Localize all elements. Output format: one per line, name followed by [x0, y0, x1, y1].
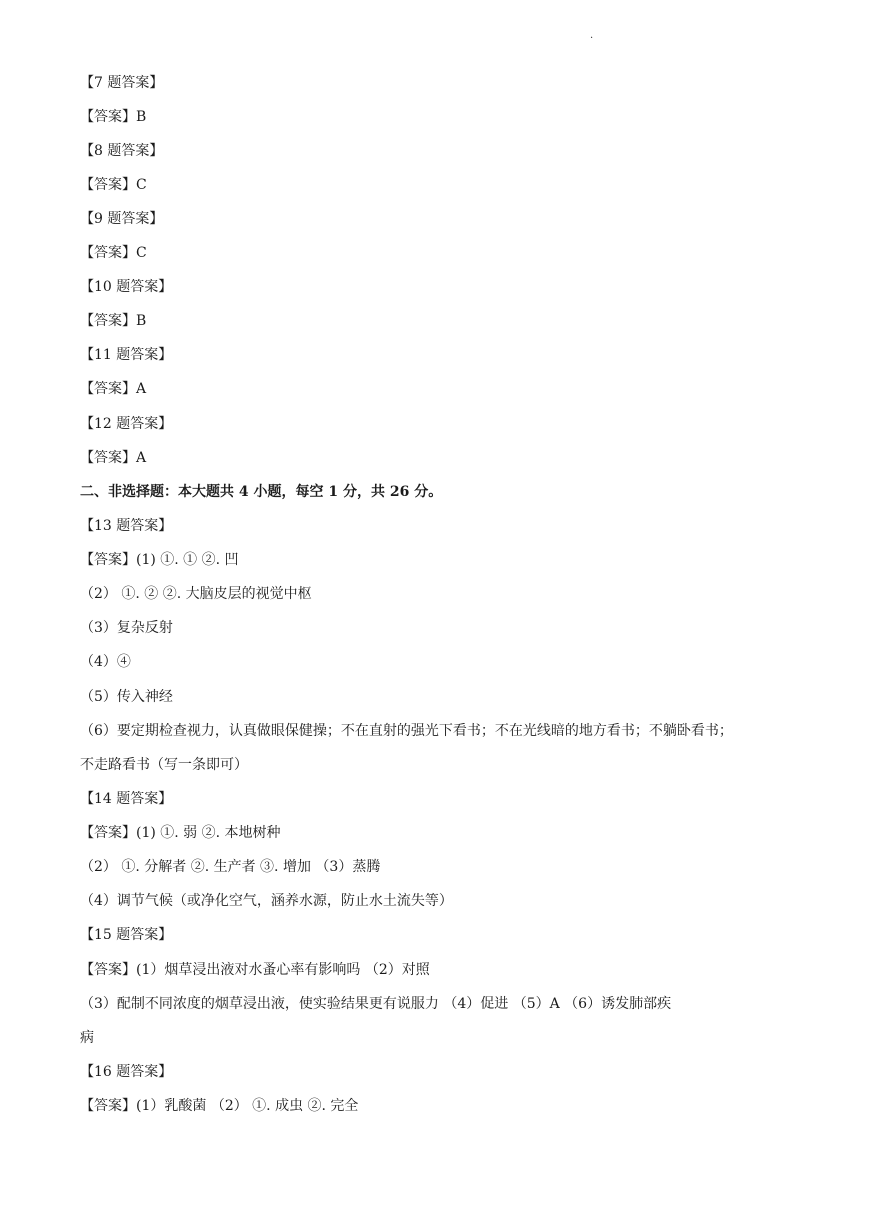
q13-answer-1: 【答案】(1) ①. ① ②. 凹	[80, 552, 239, 568]
q15-heading: 【15 题答案】	[80, 927, 173, 943]
q12-answer: 【答案】A	[80, 450, 147, 466]
q13-answer-5: （5）传入神经	[80, 689, 173, 705]
q10-heading: 【10 题答案】	[80, 279, 173, 295]
q8-heading: 【8 题答案】	[80, 143, 164, 159]
q9-answer: 【答案】C	[80, 245, 147, 261]
q14-answer-2: （2） ①. 分解者 ②. 生产者 ③. 增加 （3）蒸腾	[80, 859, 381, 875]
q15-answer-1: 【答案】(1）烟草浸出液对水蚤心率有影响吗 （2）对照	[80, 962, 430, 978]
q12-heading: 【12 题答案】	[80, 416, 173, 432]
q10-answer: 【答案】B	[80, 313, 147, 329]
q13-answer-6-cont: 不走路看书（写一条即可）	[80, 757, 248, 773]
q15-answer-3-cont: 病	[80, 1030, 94, 1046]
q9-heading: 【9 题答案】	[80, 211, 164, 227]
q15-answer-3: （3）配制不同浓度的烟草浸出液，使实验结果更有说服力 （4）促进 （5）A （6）诱发肺部疾	[80, 996, 672, 1012]
q13-heading: 【13 题答案】	[80, 518, 173, 534]
q13-answer-3: （3）复杂反射	[80, 620, 173, 636]
q16-heading: 【16 题答案】	[80, 1064, 173, 1080]
q16-answer-1: 【答案】(1）乳酸菌 （2） ①. 成虫 ②. 完全	[80, 1098, 359, 1114]
q11-heading: 【11 题答案】	[80, 347, 173, 363]
section-title: 二、非选择题：本大题共 4 小题，每空 1 分，共 26 分。	[80, 484, 443, 500]
q13-answer-4: （4）④	[80, 654, 131, 670]
q13-answer-2: （2） ①. ② ②. 大脑皮层的视觉中枢	[80, 586, 312, 602]
q7-heading: 【7 题答案】	[80, 75, 164, 91]
q7-answer: 【答案】B	[80, 109, 147, 125]
q14-answer-4: （4）调节气候（或净化空气，涵养水源，防止水土流失等）	[80, 893, 453, 909]
q14-answer-1: 【答案】(1) ①. 弱 ②. 本地树种	[80, 825, 281, 841]
q11-answer: 【答案】A	[80, 381, 147, 397]
q13-answer-6: （6）要定期检查视力，认真做眼保健操；不在直射的强光下看书；不在光线暗的地方看书；不躺卧看书；	[80, 723, 733, 739]
q8-answer: 【答案】C	[80, 177, 147, 193]
header-mark: .	[590, 30, 594, 41]
q14-heading: 【14 题答案】	[80, 791, 173, 807]
